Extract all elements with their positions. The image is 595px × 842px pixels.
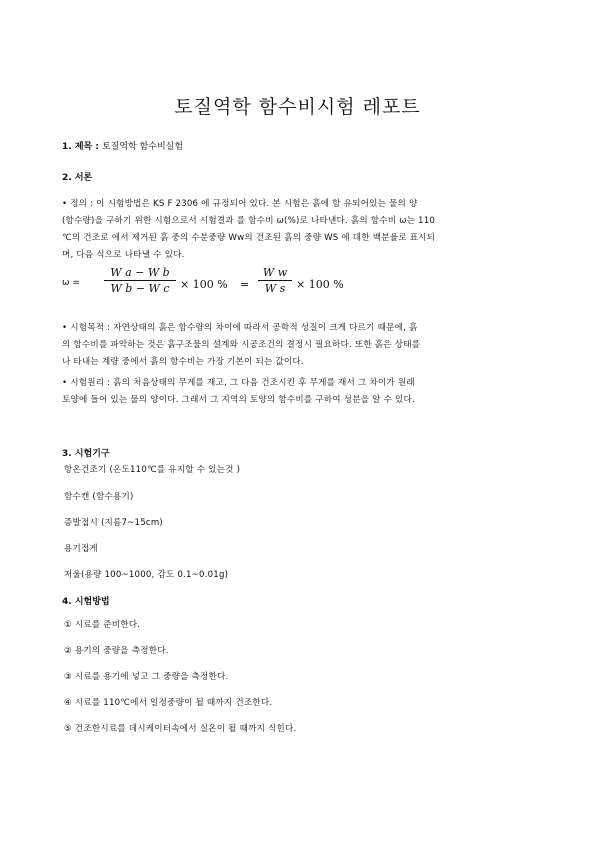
definition-line: (함수량)을 구하기 위한 시험으로서 시험결과 를 함수비 ω(%)로 나타낸다. 흙의 함수비 ω는 110 [62, 216, 436, 226]
fraction-2-denominator: W s [264, 282, 286, 295]
definition-line: ℃의 건조로 에서 제거된 흙 중의 수분중량 Ww의 건조된 흙의 중량 WS 에 대한 백분율로 표시되 [62, 233, 436, 243]
formula-fraction-1 [104, 266, 176, 295]
procedure-step: ⑤ 건조한시료를 데시케이터속에서 실온이 될 때까지 식힌다. [64, 724, 297, 734]
definition-line: • 정의 : 이 시험방법은 KS F 2306 에 규정되어 있다. 본 시험은 흙에 함 유되어있는 물의 양 [62, 199, 418, 209]
water-content-formula [62, 266, 362, 300]
definition-paragraph [62, 196, 527, 264]
purpose-line: 나 타내는 계량 중에서 흙의 함수비는 가장 기본이 되는 값이다. [62, 357, 304, 367]
procedure-step: ② 용기의 중량을 측정한다. [64, 646, 169, 656]
definition-line: 며, 다음 식으로 나타낼 수 있다. [62, 250, 185, 260]
purpose-line: • 시험목적 : 자연상태의 흙은 함수량의 차이에 따라서 공학적 성질이 크게 다르기 때문에, 흙 [62, 323, 418, 333]
apparatus-item: 용기접게 [64, 544, 99, 554]
section-3-heading: 3. 시험기구 [62, 449, 110, 459]
apparatus-item: 항온건조기 (온도110℃를 유지할 수 있는것 ) [64, 465, 241, 475]
purpose-paragraph [62, 320, 527, 371]
formula-fraction-2 [258, 266, 292, 295]
procedure-step: ④ 시료를 110℃에서 일정중량이 될 때까지 건조한다. [64, 698, 273, 708]
formula-multiplier-2: × 100 % [296, 278, 344, 291]
apparatus-item: 저울(용량 100~1000, 감도 0.1~0.01g) [64, 570, 229, 580]
formula-lhs: ω = [62, 278, 80, 288]
section-1-label: 1. 제목 : [62, 142, 99, 152]
procedure-step: ③ 시료를 용기에 넣고 그 중량을 측정한다. [64, 672, 229, 682]
principle-line: • 시험원리 : 흙의 처음상태의 무게를 재고, 그 다음 건조시킨 후 무게를 재서 그 차이가 원래 [62, 378, 415, 388]
section-4-heading: 4. 시험방법 [62, 597, 110, 607]
fraction-bar [258, 280, 292, 281]
apparatus-item: 함수캔 (함수용기) [64, 492, 134, 502]
formula-multiplier-1: × 100 % [180, 278, 228, 291]
section-1-heading [62, 139, 183, 152]
page-title: 토질역학 함수비시험 레포트 [174, 96, 421, 118]
fraction-2-numerator: W w [262, 266, 288, 279]
principle-paragraph [62, 375, 527, 409]
formula-equals: = [240, 278, 250, 291]
principle-line: 토양에 들어 있는 물의 양이다. 그래서 그 지역의 토양의 함수비를 구하여 성분을 알 수 있다. [62, 395, 415, 405]
procedure-step: ① 시료를 준비한다. [64, 620, 141, 630]
purpose-line: 의 함수비를 파악하는 것은 흙구조물의 설계와 시공조건의 결정시 필요하다. 또한 흙은 상태를 [62, 340, 421, 350]
section-1-text: 토질역학 함수비실험 [101, 142, 184, 152]
apparatus-item: 증발접시 (지름7~15cm) [64, 518, 163, 528]
section-2-heading: 2. 서론 [62, 173, 93, 183]
fraction-1-denominator: W b − W c [110, 282, 170, 295]
fraction-bar [104, 280, 176, 281]
fraction-1-numerator: W a − W b [110, 266, 170, 279]
